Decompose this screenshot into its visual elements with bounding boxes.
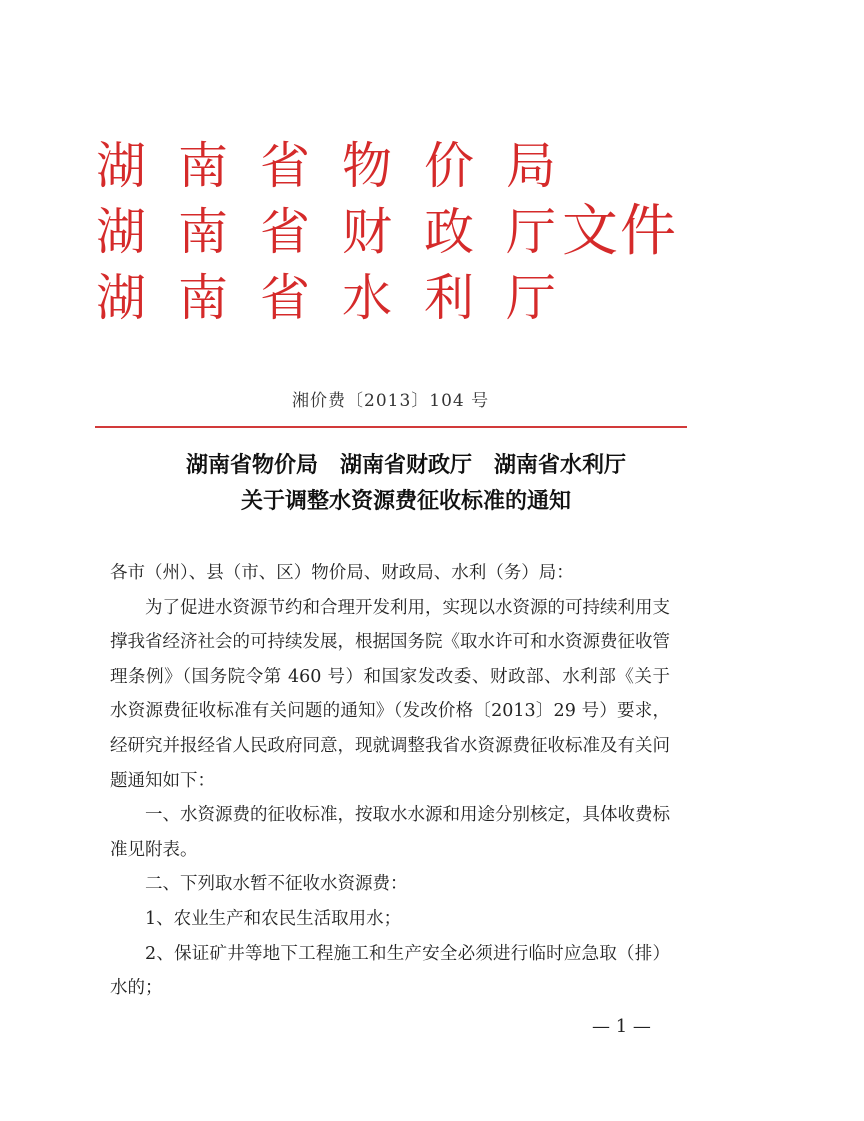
header-char: 南 bbox=[178, 203, 228, 261]
title-line-subject: 关于调整水资源费征收标准的通知 bbox=[240, 489, 571, 514]
document-word: 文件 bbox=[562, 199, 678, 264]
header-char: 物 bbox=[342, 137, 392, 195]
header-char: 水 bbox=[342, 269, 392, 327]
title-line-authorities: 湖南省物价局 湖南省财政厅 湖南省水利厅 bbox=[185, 453, 626, 478]
header-char: 政 bbox=[424, 203, 474, 261]
header-char: 湖 bbox=[96, 203, 146, 261]
salutation: 各市（州）、县（市、区）物价局、财政局、水利（务）局： bbox=[110, 563, 574, 583]
header-char: 南 bbox=[178, 269, 228, 327]
header-char: 局 bbox=[506, 137, 556, 195]
header-char: 湖 bbox=[96, 269, 146, 327]
document-number: 湘价费〔2013〕104 号 bbox=[292, 391, 490, 411]
authority-finance-department bbox=[96, 200, 588, 264]
notice-body bbox=[110, 556, 670, 1006]
authority-price-bureau bbox=[96, 134, 588, 198]
body-paragraph: 为了促进水资源节约和合理开发利用，实现以水资源的可持续利用支撑我省经济社会的可持续发展，根据国务院《取水许可和水资源费征收管理条例》（国务院令第 460 号）和国家发改委、财政部、水利部《关于水资源费征收标准有关问题的通知》（发改价格〔2013〕29 号）要求，经研究并报经省人民政府同意，现就调整我省水资源费征收标准及有关问题通知如下： bbox=[110, 597, 670, 791]
red-separator-line bbox=[95, 426, 687, 428]
header-char: 省 bbox=[260, 137, 310, 195]
header-char: 厅 bbox=[506, 269, 556, 327]
body-paragraph: 1、农业生产和农民生活取用水； bbox=[145, 908, 402, 929]
notice-title bbox=[96, 448, 716, 520]
header-char: 省 bbox=[260, 269, 310, 327]
header-char: 厅 bbox=[506, 203, 556, 261]
issuing-authorities-header bbox=[96, 128, 716, 338]
page-number: — 1 — bbox=[592, 1016, 651, 1037]
header-char: 财 bbox=[342, 203, 392, 261]
body-paragraph: 一、水资源费的征收标准，按取水水源和用途分别核定，具体收费标准见附表。 bbox=[110, 805, 670, 860]
authority-water-resources-department bbox=[96, 266, 588, 330]
header-char: 利 bbox=[424, 269, 474, 327]
header-char: 湖 bbox=[96, 137, 146, 195]
header-char: 价 bbox=[424, 137, 474, 195]
body-paragraph: 2、保证矿井等地下工程施工和生产安全必须进行临时应急取（排）水的； bbox=[110, 943, 670, 999]
body-paragraph: 二、下列取水暂不征收水资源费： bbox=[145, 874, 408, 895]
header-char: 省 bbox=[260, 203, 310, 261]
header-char: 南 bbox=[178, 137, 228, 195]
